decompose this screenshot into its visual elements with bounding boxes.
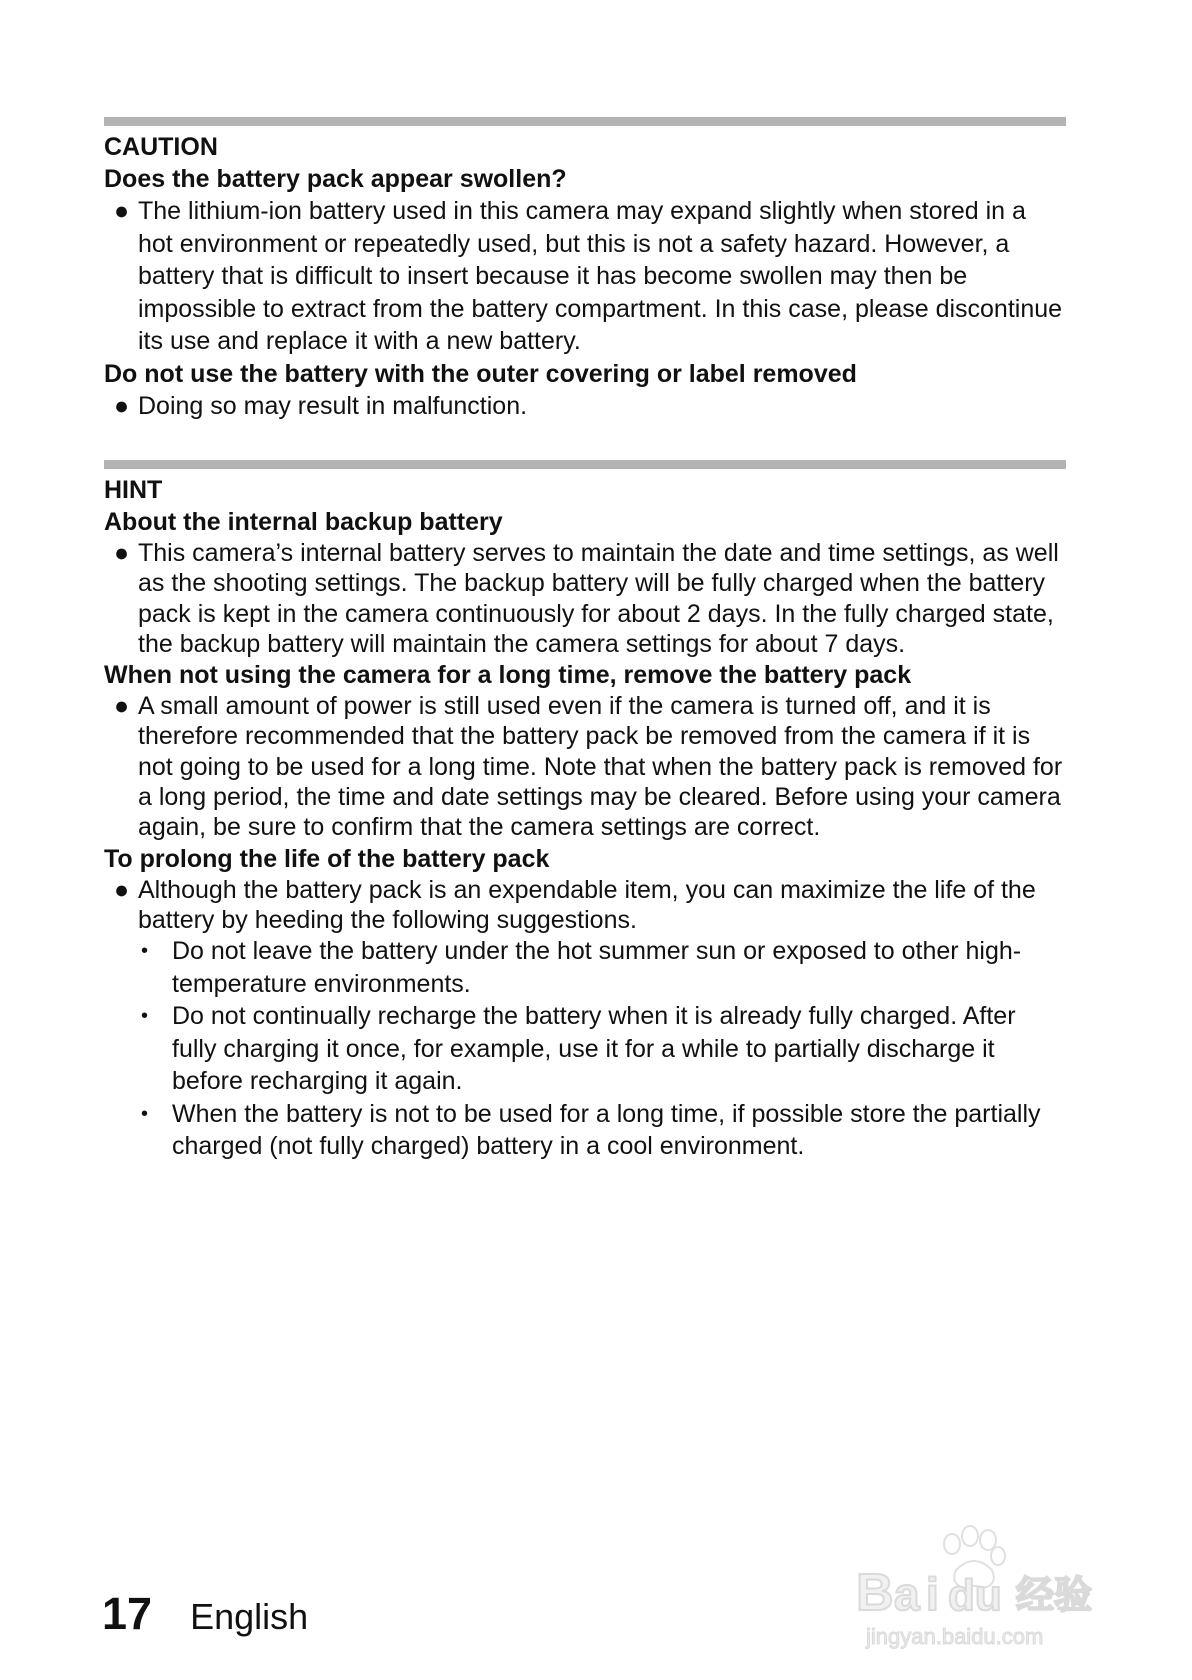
caution-rule [104,117,1066,126]
hint-item [104,506,1066,659]
svg-text:B: B [856,1564,894,1622]
sub-bullet-text: Do not leave the battery under the hot summer sun or exposed to other high-temperature environments. [172,937,1022,998]
svg-text:jingyan.baidu.com: jingyan.baidu.com [866,1624,1044,1649]
caution-item [104,358,1066,423]
hint-sub-bullet [104,1000,1066,1098]
manual-page [104,117,1066,1163]
bullet-text: Doing so may result in malfunction. [138,391,528,420]
bullet-dot-icon: ● [114,692,130,721]
caution-bullet [104,390,1066,423]
bullet-dot-icon: ● [114,391,130,420]
hint-item [104,659,1066,842]
hint-sub-bullet [104,935,1066,1000]
bullet-text: The lithium-ion battery used in this camera may expand slightly when stored in a hot environment or repeatedly used, but this is not a safety hazard. However, a battery that is difficult to insert because it has become swollen may then be impossible to extract from the battery compartment. In this case, please discontinue its use and replace it with a new battery. [138,197,1063,355]
svg-text:du: du [948,1571,1002,1620]
hint-item [104,843,1066,1163]
bullet-text: Although the battery pack is an expendable item, you can maximize the life of the battery by heeding the following suggestions. [138,875,1036,934]
hint-bullet [104,538,1066,659]
sub-bullet-dot-icon: • [141,1005,149,1028]
hint-title: HINT [104,476,163,504]
bullet-text: This camera’s internal battery serves to maintain the date and time settings, as well as the shooting settings. The backup battery will be fully charged when the battery pack is kept in the camera continuously for about 2 days. In the fully charged state, the backup battery will maintain the camera settings for about 7 days. [138,539,1059,658]
hint-bullet [104,875,1066,936]
bullet-text: A small amount of power is still used even if the camera is turned off, and it is therefore recommended that the battery pack be removed from the camera if it is not going to be used for a long time. Note that when the battery pack is removed for a long period, the time and date settings may be cleared. Before using your camera again, be sure to confirm that the camera settings are correct. [138,692,1063,842]
sub-bullet-dot-icon: • [141,1102,149,1125]
page-number: 17 [102,1588,153,1639]
bullet-dot-icon: ● [114,197,130,225]
caution-item [104,163,1066,358]
hint-heading: To prolong the life of the battery pack [104,844,550,873]
svg-text:经验: 经验 [1016,1575,1093,1617]
page-footer [102,1588,308,1640]
hint-heading: About the internal backup battery [104,508,503,536]
hint-rule [104,460,1066,469]
caution-heading: Do not use the battery with the outer covering or label removed [104,359,857,388]
hint-sub-bullet [104,1098,1066,1163]
caution-title: CAUTION [104,133,218,161]
sub-bullet-text: Do not continually recharge the battery when it is already fully charged. After fully charging it once, for example, use it for a while to partially discharge it before recharging it again. [172,1002,1016,1096]
hint-heading: When not using the camera for a long time, remove the battery pack [104,661,912,690]
hint-bullet [104,691,1066,842]
sub-bullet-text: When the battery is not to be used for a long time, if possible store the partially charged (not fully charged) battery in a cool environment. [172,1099,1041,1161]
page-language: English [190,1596,309,1637]
baidu-watermark-logo [852,1522,1132,1652]
bullet-dot-icon: ● [114,539,130,567]
bullet-dot-icon: ● [114,875,130,904]
caution-bullet [104,195,1066,358]
sub-bullet-dot-icon: • [141,940,149,963]
svg-text:a: a [894,1568,920,1620]
svg-text:i: i [926,1568,939,1620]
caution-heading: Does the battery pack appear swollen? [104,165,567,193]
hint-items [104,506,1066,1163]
